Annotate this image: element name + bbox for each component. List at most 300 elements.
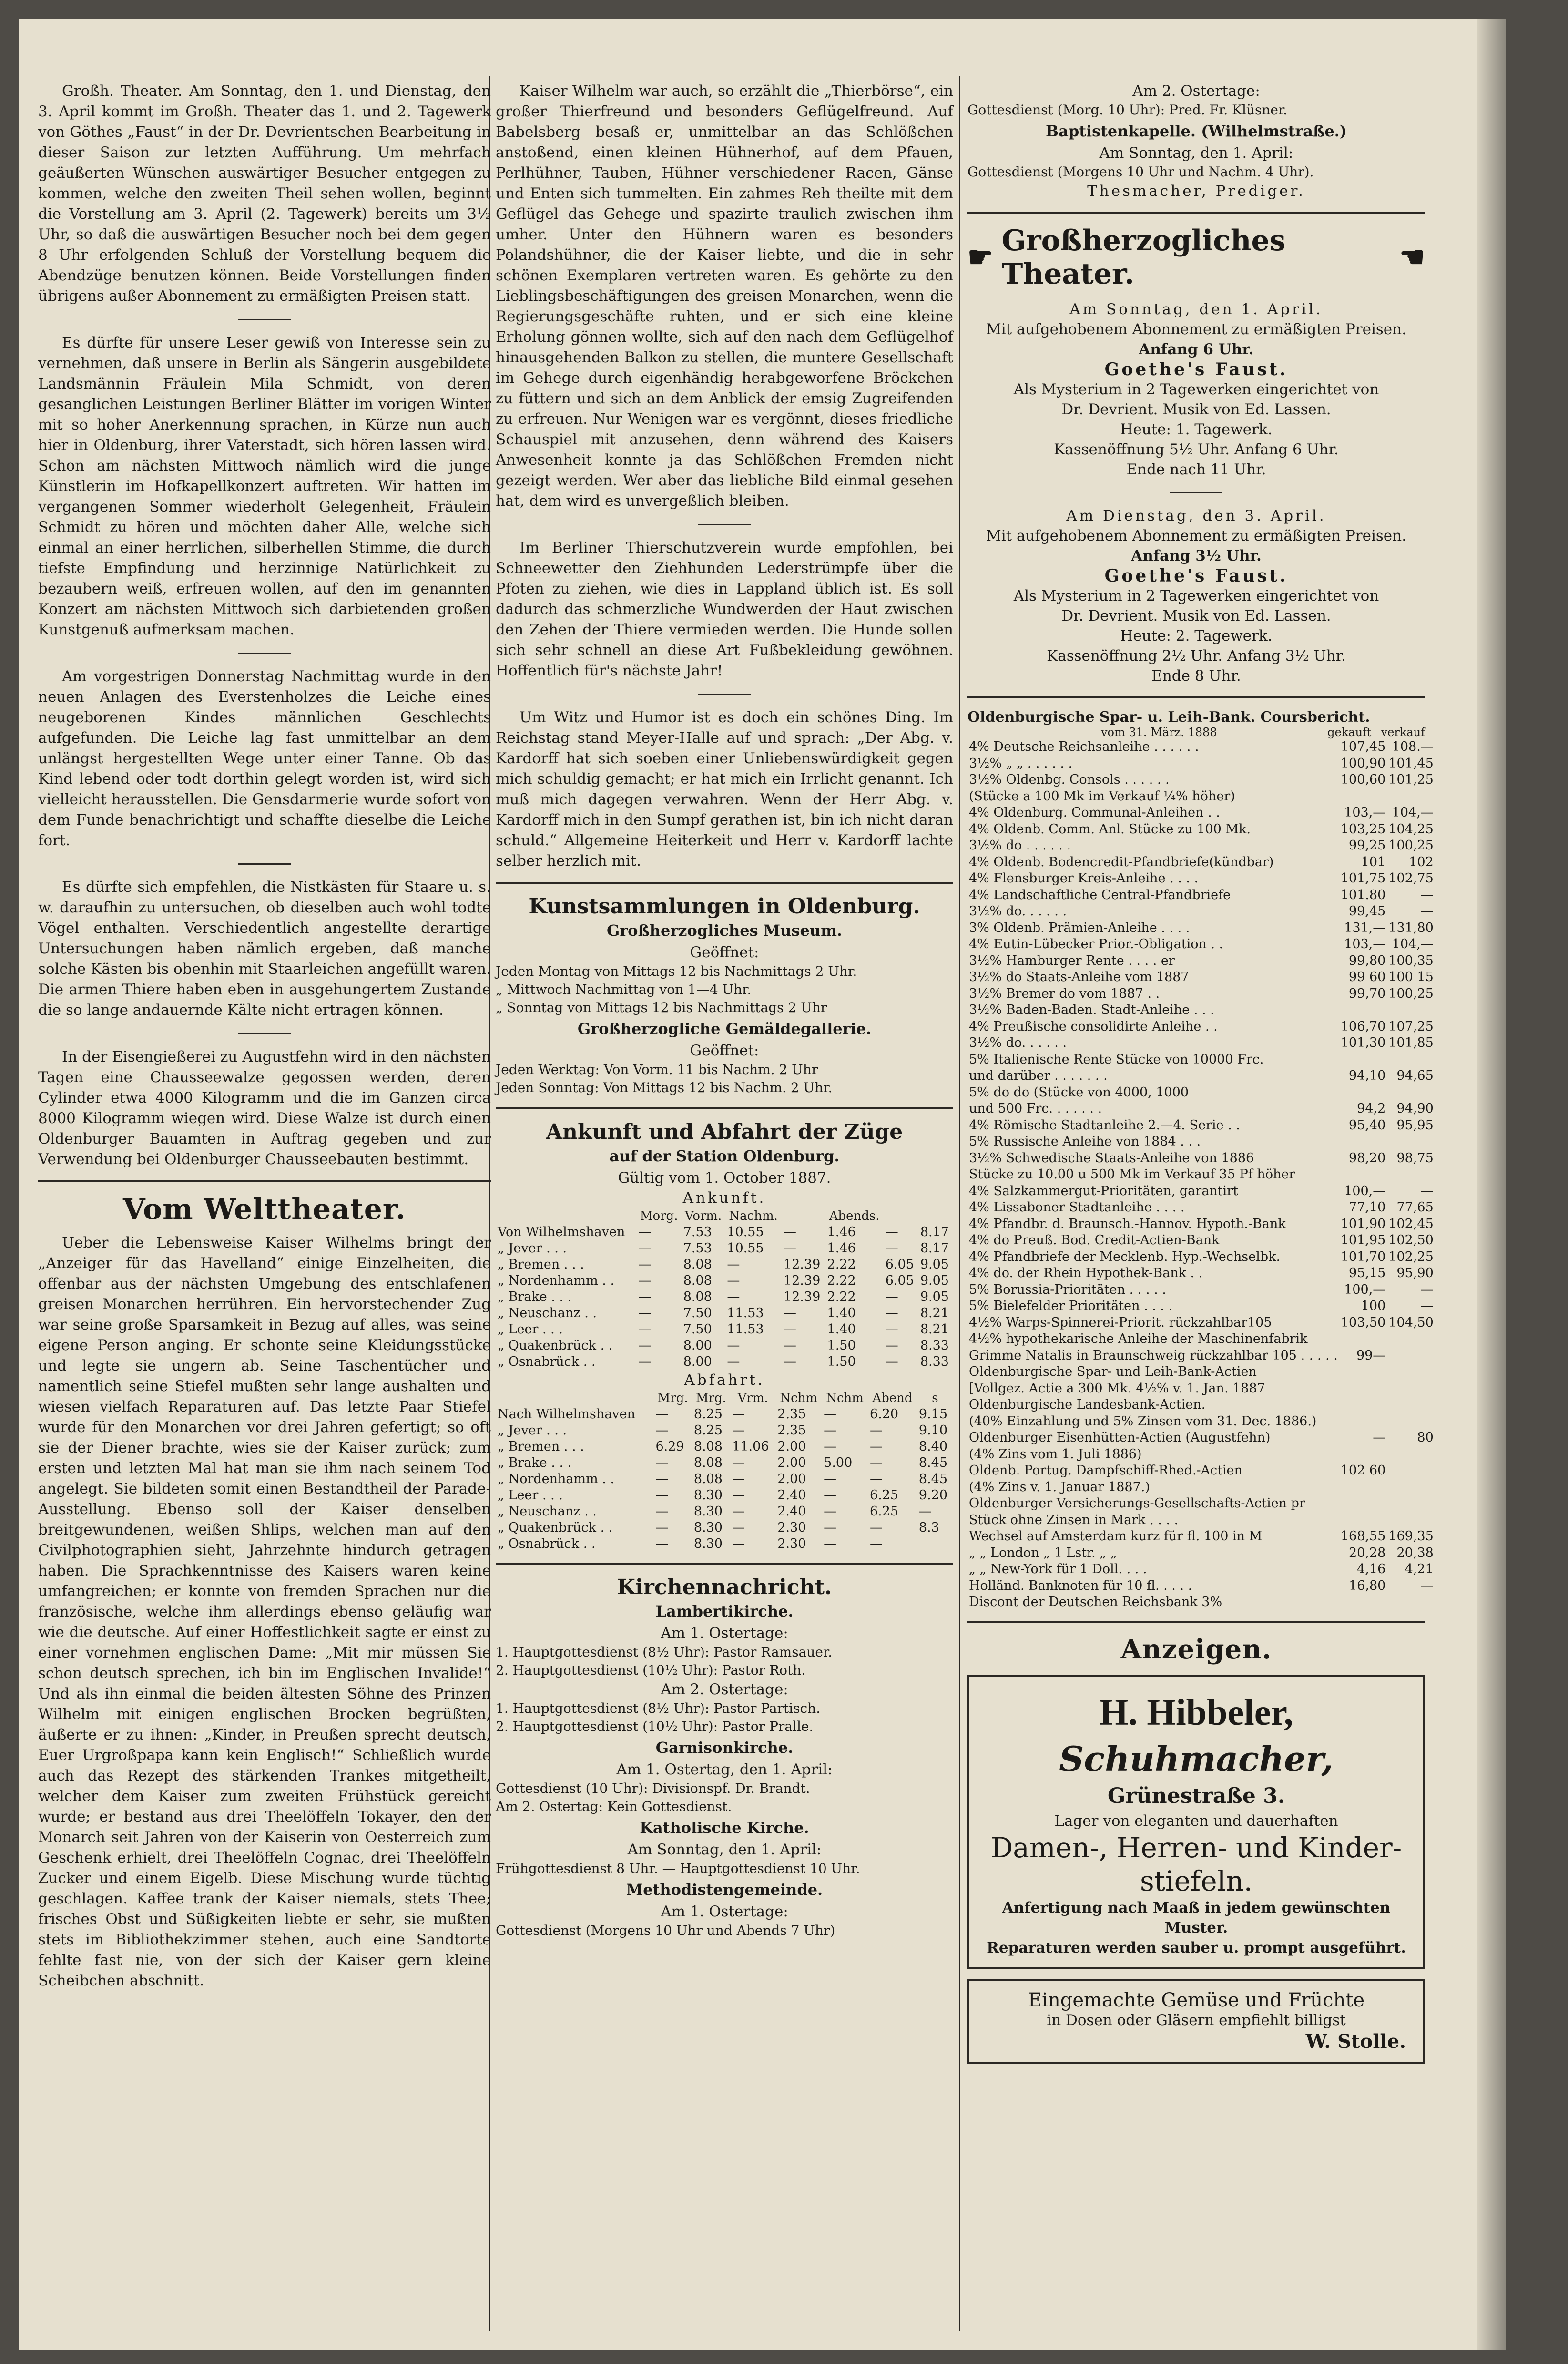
arrival-row	[496, 1224, 953, 1240]
table-cell: 2.22	[827, 1289, 856, 1304]
departure-row	[496, 1504, 953, 1520]
rate-row	[967, 1578, 1435, 1595]
table-cell: 11.53	[727, 1306, 764, 1320]
table-cell: —	[727, 1257, 740, 1272]
rate-row	[967, 870, 1435, 887]
table-cell: —	[732, 1520, 745, 1535]
table-cell	[1387, 1495, 1435, 1512]
table-cell: 10.55	[727, 1241, 764, 1256]
table-cell: —	[638, 1257, 652, 1272]
rate-row	[967, 788, 1435, 805]
table-cell: 99 60	[1349, 970, 1386, 984]
separator	[238, 653, 291, 654]
table-cell: —	[727, 1354, 740, 1369]
table-cell: „ Leer . . .	[498, 1322, 563, 1337]
table-cell: —	[885, 1354, 898, 1369]
table-cell: —	[732, 1423, 745, 1438]
table-cell	[1339, 1594, 1387, 1611]
gallery-hours-2: Jeden Sonntag: Von Mittags 12 bis Nachm. 2 Uhr.	[496, 1080, 833, 1095]
table-cell: 5% Italienische Rente Stücke von 10000 Frc.	[969, 1052, 1264, 1067]
table-cell: 8.33	[920, 1354, 949, 1369]
bank-subheader	[967, 726, 1425, 739]
table-cell: —	[638, 1354, 652, 1369]
table-cell: —	[732, 1504, 745, 1519]
table-cell: 94,90	[1396, 1101, 1434, 1116]
table-cell: 101,90	[1340, 1216, 1386, 1231]
table-cell	[1387, 1512, 1435, 1529]
table-cell: „ Bremen . . .	[498, 1257, 584, 1272]
table-cell: „ Quakenbrück . .	[498, 1338, 613, 1353]
table-cell: 9.05	[920, 1289, 949, 1304]
theater-line: Heute: 1. Tagewerk.	[1120, 421, 1273, 438]
table-cell: „ Quakenbrück . .	[498, 1520, 613, 1535]
table-cell	[1339, 1495, 1387, 1512]
table-cell: 2.22	[827, 1273, 856, 1288]
rate-row	[967, 1232, 1435, 1249]
table-cell: 4% Oldenb. Bodencredit-Pfandbriefe(kündbar)	[969, 854, 1274, 870]
table-cell: 7.53	[683, 1225, 712, 1239]
church-line: Am 2. Ostertage:	[1132, 82, 1260, 100]
table-cell	[1339, 1085, 1387, 1101]
church-line: Am 2. Ostertage:	[661, 1681, 788, 1698]
table-cell	[1387, 1479, 1435, 1496]
kunstsammlungen-title: Kunstsammlungen in Oldenburg.	[529, 894, 920, 919]
separator	[238, 319, 291, 320]
rate-row	[967, 1052, 1435, 1068]
rate-row	[967, 1183, 1435, 1200]
rate-row	[967, 1512, 1435, 1529]
table-cell	[1339, 1002, 1387, 1019]
table-cell: —	[655, 1407, 669, 1422]
table-cell: 168,55	[1340, 1529, 1386, 1544]
table-header	[496, 1390, 953, 1406]
table-cell: 2.00	[777, 1455, 806, 1470]
newspaper-page	[19, 19, 1506, 2350]
table-cell: „ Brake . . .	[498, 1289, 572, 1304]
table-cell: 8.25	[693, 1423, 723, 1438]
ad-signature: W. Stolle.	[1305, 2030, 1406, 2053]
table-cell: 104,50	[1388, 1315, 1434, 1330]
table-cell: 8.08	[693, 1439, 723, 1454]
table-cell: —	[783, 1338, 796, 1353]
section-rule	[967, 696, 1425, 698]
table-cell: —	[824, 1504, 837, 1519]
table-cell: 8.08	[693, 1455, 723, 1470]
table-cell: „ „ New-York für 1 Doll. . . .	[969, 1562, 1147, 1576]
table-cell: und 500 Frc. . . . . . .	[969, 1101, 1102, 1116]
table-cell: —	[824, 1520, 837, 1535]
table-cell: 102,50	[1388, 1233, 1434, 1248]
table-cell: —	[638, 1241, 652, 1256]
table-cell	[1339, 1512, 1387, 1529]
table-cell: 4% Deutsche Reichsanleihe . . . . . .	[969, 739, 1199, 754]
table-cell: —	[918, 1504, 932, 1519]
church-line: Am Sonntag, den 1. April:	[627, 1841, 822, 1858]
rate-row	[967, 1331, 1435, 1348]
table-cell: 8.25	[693, 1407, 723, 1422]
rate-row	[967, 1019, 1435, 1035]
table-cell: 99—	[1356, 1348, 1386, 1363]
table-cell: 9.10	[918, 1423, 947, 1438]
header-cell: Mrg.	[657, 1391, 688, 1405]
theater-line: Kassenöffnung 5½ Uhr. Anfang 6 Uhr.	[1054, 441, 1339, 458]
trains-title: Ankunft und Abfahrt der Züge	[546, 1120, 903, 1144]
table-cell: 8.45	[918, 1455, 947, 1470]
rate-row	[967, 1035, 1435, 1052]
departure-row	[496, 1455, 953, 1471]
table-cell: 8.17	[920, 1225, 949, 1239]
theater-line: Anfang 6 Uhr.	[1139, 341, 1254, 358]
table-cell: 107,45	[1340, 739, 1386, 754]
bank-col-buy: gekauft	[1327, 726, 1372, 739]
section-rule	[496, 1563, 953, 1565]
rate-row	[967, 1381, 1435, 1397]
table-cell: 94,2	[1357, 1101, 1386, 1116]
table-cell: —	[869, 1439, 883, 1454]
table-cell: 1.46	[827, 1225, 856, 1239]
table-cell: 3½% Bremer do vom 1887 . .	[969, 986, 1160, 1001]
rate-row	[967, 1545, 1435, 1562]
arrival-row	[496, 1240, 953, 1257]
table-cell	[1387, 1331, 1435, 1348]
rate-row	[967, 756, 1435, 772]
rate-row	[967, 1085, 1435, 1101]
table-cell	[1387, 1413, 1435, 1430]
table-cell	[1387, 1364, 1435, 1381]
table-cell: —	[869, 1536, 883, 1551]
table-cell: 169,35	[1388, 1529, 1434, 1544]
table-cell: 101.80	[1340, 887, 1386, 902]
baptist-title: Baptistenkapelle. (Wilhelmstraße.)	[1046, 122, 1347, 140]
rate-row	[967, 1002, 1435, 1019]
table-cell: 4% Flensburger Kreis-Anleihe . . . .	[969, 871, 1199, 886]
table-cell	[1387, 1085, 1435, 1101]
table-cell: —	[885, 1306, 898, 1320]
rate-row	[967, 772, 1435, 788]
table-cell: 4% Oldenb. Comm. Anl. Stücke zu 100 Mk.	[969, 821, 1251, 837]
table-cell: Discont der Deutschen Reichsbank 3%	[969, 1595, 1222, 1609]
table-cell: —	[638, 1289, 652, 1304]
table-cell: —	[638, 1338, 652, 1353]
table-cell: „ Leer . . .	[498, 1488, 563, 1503]
table-cell: 101,30	[1340, 1035, 1386, 1050]
table-cell: —	[655, 1488, 669, 1503]
church-line: 1. Hauptgottesdienst (8½ Uhr): Pastor Partisch.	[496, 1700, 821, 1716]
ad-line-large: Damen-, Herren- und Kinder-	[990, 1831, 1402, 1864]
header-cell: Abend	[872, 1391, 913, 1405]
table-cell: 5% do do (Stücke von 4000, 1000	[969, 1085, 1189, 1100]
table-cell: 102,45	[1388, 1216, 1434, 1231]
table-cell: —	[824, 1423, 837, 1438]
separator	[238, 1033, 291, 1034]
table-cell: 77,65	[1396, 1200, 1434, 1215]
arrival-label: Ankunft.	[682, 1189, 766, 1207]
table-cell: Oldenburgische Landesbank-Actien.	[969, 1397, 1206, 1412]
rate-row	[967, 986, 1435, 1003]
table-cell: —	[638, 1322, 652, 1337]
table-cell: 95,95	[1396, 1117, 1434, 1133]
table-cell	[1339, 1446, 1387, 1463]
table-cell: 3½% „ „ . . . . . .	[969, 756, 1073, 771]
table-cell: 94,10	[1349, 1068, 1386, 1083]
table-cell: —	[1420, 1183, 1434, 1198]
table-cell: 4% Römische Stadtanleihe 2.—4. Serie . .	[969, 1117, 1240, 1133]
column-rule-2	[959, 76, 960, 2331]
table-cell	[1387, 1052, 1435, 1068]
museum-hours-2: „ Mittwoch Nachmittag von 1—4 Uhr.	[496, 982, 752, 997]
table-cell: 4% Preußische consolidirte Anleihe . .	[969, 1019, 1218, 1034]
table-cell: —	[727, 1273, 740, 1288]
table-cell	[1387, 788, 1435, 805]
rate-row	[967, 1495, 1435, 1512]
arrival-row	[496, 1289, 953, 1305]
article-leiche: Am vorgestrigen Donnerstag Nachmittag wurde in den neuen Anlagen des Everstenholzes die Leiche eines neugeborenen Kindes männlichen Geschlechts aufgefunden. Die Leiche lag fast unmittelbar an dem unlängst hergestellten Wege unter einer Tanne. Ob das Kind lebend oder todt dorthin gelegt worden ist, wird sich vielleicht herausstellen. Die Gensdarmerie wurde sofort von dem Funde benachrichtigt und schaffte dieselbe die Leiche fort.	[38, 668, 491, 849]
ad-line-large: stiefeln.	[1140, 1864, 1253, 1897]
theater-line: Als Mysterium in 2 Tagewerken eingerichtet von	[1013, 381, 1379, 398]
table-cell: 2.00	[777, 1439, 806, 1454]
table-cell: —	[732, 1407, 745, 1422]
table-cell: 12.39	[783, 1273, 821, 1288]
table-cell: 5.00	[824, 1455, 853, 1470]
rate-row	[967, 1216, 1435, 1233]
table-cell: 80	[1417, 1430, 1434, 1445]
theater-heading	[967, 224, 1425, 291]
table-cell: —	[732, 1488, 745, 1503]
table-cell: —	[1420, 1578, 1434, 1593]
article-kaiser-tierfreund: Kaiser Wilhelm war auch, so erzählt die „Thierbörse“, ein großer Thierfreund und besonders Geflügelfreund. Auf Babelsberg besaß er, unmittelbar an das Schlößchen anstoßend, einen kleinen Hühnerhof, auf dem Pfauen, Perlhühner, Tauben, Hühner verschiedener Racen, Gänse und Enten sich tummelten. Ein zahmes Reh theilte mit dem Geflügel das Gehege und spazirte traulich zwischen ihm umher. Unter den Hühnern waren es besonders Polandshühner, die der Kaiser liebte, und die in sehr schönen Exemplaren vertreten waren. Es gehörte zu den Lieblingsbeschäftigungen des greisen Monarchen, wenn die Regierungsgeschäfte ruhten, und er sich eine kleine Erholung gönnen wollte, sich auf den nach dem Geflügelhof hinausgehenden Balkon zu stellen, die muntere Gesellschaft im Gehege durch eigenhändig herabgeworfene Bröckchen zu füttern und sich an dem Anblick der emsig Zugreifenden zu erfreuen. Nur Wenigen war es vergönnt, dieses friedliche Schauspiel mit anzusehen, denn während des Kaisers Anwesenheit konnte ja das Schlößchen Fremden nicht gezeigt werden. Wer aber das liebliche Bild einmal gesehen hat, dem wird es unvergeßlich bleiben.	[496, 82, 953, 510]
table-cell: 4% Salzkammergut-Prioritäten, garantirt	[969, 1183, 1238, 1198]
table-cell: —	[655, 1536, 669, 1551]
table-cell: 9.05	[920, 1273, 949, 1288]
rate-row	[967, 1282, 1435, 1299]
arrival-table	[496, 1208, 953, 1370]
church-line: Gottesdienst (10 Uhr): Divisionspf. Dr. Brandt.	[496, 1781, 810, 1796]
table-cell: 8.00	[683, 1354, 712, 1369]
table-cell: „ Jever . . .	[498, 1241, 567, 1256]
table-cell: 103,—	[1344, 937, 1386, 952]
rate-row	[967, 1348, 1435, 1364]
church-line: 1. Hauptgottesdienst (8½ Uhr): Pastor Ramsauer.	[496, 1644, 833, 1660]
rate-row	[967, 1265, 1435, 1282]
table-cell	[1339, 788, 1387, 805]
rate-row	[967, 1446, 1435, 1463]
table-cell: 100,60	[1340, 772, 1386, 787]
table-cell: 100 15	[1388, 970, 1434, 984]
table-cell: 101,25	[1388, 772, 1434, 787]
table-cell: 101,45	[1388, 756, 1434, 771]
table-cell: 20,38	[1396, 1545, 1434, 1560]
table-cell: 1.46	[827, 1241, 856, 1256]
table-cell: und darüber . . . . . . .	[969, 1068, 1108, 1083]
table-cell: (40% Einzahlung und 5% Zinsen vom 31. Dec. 1886.)	[969, 1413, 1317, 1429]
table-cell: —	[869, 1455, 883, 1470]
table-header	[496, 1208, 953, 1224]
table-cell: 8.17	[920, 1241, 949, 1256]
table-cell: Oldenburger Eisenhütten-Actien (Augustfehn)	[969, 1430, 1271, 1445]
arrival-row	[496, 1338, 953, 1354]
table-cell: 3½% do. . . . . .	[969, 1035, 1067, 1050]
ad-line: Eingemachte Gemüse und Früchte	[1028, 1989, 1365, 2011]
table-cell: 101,70	[1340, 1249, 1386, 1264]
table-cell: 8.21	[920, 1306, 949, 1320]
bank-col-sell: verkauf	[1381, 726, 1425, 739]
table-cell: 4% Pfandbriefe der Mecklenb. Hyp.-Wechselbk.	[969, 1249, 1281, 1264]
table-cell: (4% Zins v. 1. Januar 1887.)	[969, 1479, 1150, 1494]
gallery-hours-1: Jeden Werktag: Von Vorm. 11 bis Nachm. 2 Uhr	[496, 1062, 818, 1077]
museum-hours-1: Jeden Montag von Mittags 12 bis Nachmittags 2 Uhr.	[496, 963, 857, 979]
ad-name: H. Hibbeler,	[1099, 1691, 1293, 1733]
table-cell	[1387, 1348, 1435, 1364]
rate-row	[967, 1315, 1435, 1331]
departure-row	[496, 1471, 953, 1487]
theater-line: Am Sonntag, den 1. April.	[1069, 301, 1323, 318]
article-theater: Großh. Theater. Am Sonntag, den 1. und Dienstag, den 3. April kommt im Großh. Theater das 1. und 2. Tagewerk von Göthes „Faust“ in der Dr. Devrientschen Bearbeitung in dieser Saison zur letzten Aufführung. Um mehrfach geäußerten Wünschen auswärtiger Besucher entgegen zu kommen, welche den zweiten Theil sehen wollen, beginnt die Vorstellung am 3. April (2. Tagewerk) bereits um 3½ Uhr, so daß die auswärtigen Besucher noch bei dem gegen 8 Uhr erfolgenden Schluß der Vorstellung bequem die Abendzüge benutzen können. Beide Vorstellungen finden übrigens außer Abonnement zu ermäßigten Preisen statt.	[38, 82, 491, 305]
table-cell: 102 60	[1340, 1463, 1386, 1478]
table-cell	[1339, 1397, 1387, 1413]
table-cell: 4% Landschaftliche Central-Pfandbriefe	[969, 887, 1231, 902]
pointing-hand-icon: ☚	[1399, 241, 1425, 274]
column-middle	[496, 81, 953, 1940]
table-cell: 99,70	[1349, 986, 1386, 1001]
table-cell: Nach Wilhelmshaven	[498, 1407, 635, 1422]
table-cell: 8.30	[693, 1536, 723, 1551]
table-cell: Holländ. Banknoten für 10 fl. . . . .	[969, 1578, 1192, 1593]
table-cell: —	[783, 1241, 796, 1256]
ads-heading: Anzeigen.	[1120, 1633, 1272, 1665]
ad-line: Anfertigung nach Maaß in jedem gewünschten Muster.	[1002, 1899, 1391, 1936]
table-cell: —	[885, 1289, 898, 1304]
church-line: Am 1. Ostertage:	[661, 1625, 788, 1642]
rate-row	[967, 1479, 1435, 1496]
rate-row	[967, 1249, 1435, 1266]
lamberti-title: Lambertikirche.	[655, 1602, 794, 1620]
table-cell: „ Nordenhamm . .	[498, 1472, 615, 1486]
table-cell	[1387, 1594, 1435, 1611]
ad-stolle	[967, 1979, 1425, 2064]
table-cell: 100,90	[1340, 756, 1386, 771]
garnison-title: Garnisonkirche.	[655, 1739, 794, 1757]
table-cell: 107,25	[1388, 1019, 1434, 1034]
theater-line: Ende nach 11 Uhr.	[1126, 461, 1266, 478]
table-cell: —	[885, 1225, 898, 1239]
table-cell: 99,25	[1349, 838, 1386, 853]
table-cell	[1339, 1413, 1387, 1430]
table-cell: 99,80	[1349, 953, 1386, 968]
table-cell: 12.39	[783, 1289, 821, 1304]
table-cell: 9.05	[920, 1257, 949, 1272]
article-chausseewalze: In der Eisengießerei zu Augustfehn wird in den nächsten Tagen eine Chausseewalze gegossen werden, deren Cylinder etwa 4000 Kilogramm und die im Ganzen circa 8000 Kilogramm wiegen wird. Diese Walze ist durch einen Oldenburger Bauamten in Auftrag gegeben und zur Verwendung bei Oldenburger Chausseebauten bestimmt.	[38, 1048, 491, 1168]
article-lederstruempfe: Im Berliner Thierschutzverein wurde empfohlen, bei Schneewetter den Ziehhunden Lederstrümpfe über die Pfoten zu ziehen, wie dies in Lappland üblich ist. Es soll dadurch das schmerzliche Wundwerden der Haut zwischen den Zehen der Thiere vermieden werden. Die Hunde sollen sich sehr schnell an diese Art Fußbekleidung gewöhnen. Hoffentlich für's nächste Jahr!	[496, 539, 953, 679]
table-cell: 2.22	[827, 1257, 856, 1272]
rate-row	[967, 1298, 1435, 1315]
table-cell: „ Bremen . . .	[498, 1439, 584, 1454]
rate-row	[967, 838, 1435, 854]
column-right	[967, 81, 1434, 2064]
section-heading-welttheater: Vom Welttheater.	[123, 1193, 406, 1226]
church-line: Gottesdienst (Morgens 10 Uhr und Abends 7 Uhr)	[496, 1923, 835, 1938]
table-cell: 1.50	[827, 1338, 856, 1353]
rate-row	[967, 920, 1435, 937]
table-cell	[1339, 1364, 1387, 1381]
theater-line: Mit aufgehobenem Abonnement zu ermäßigten Preisen.	[986, 321, 1406, 338]
table-cell: —	[869, 1423, 883, 1438]
table-cell: —	[655, 1455, 669, 1470]
table-cell: 7.53	[683, 1241, 712, 1256]
theater-line: Am Dienstag, den 3. April.	[1066, 507, 1326, 524]
rate-row	[967, 969, 1435, 986]
rate-row	[967, 903, 1435, 920]
article-kaiser-wilhelm-lebensweise: Ueber die Lebensweise Kaiser Wilhelms bringt der „Anzeiger für das Havelland“ einige Einzelheiten, die offenbar aus der nächsten Umgebung des entschlafenen greisen Monarchen herrühren. Ein hervorstechender Zug war seine große Sparsamkeit in Bezug auf alles, was seine eigene Person anging. Er schonte seine Kleidungsstücke und legte sie ungern ab. Seine Taschentücher und namentlich seine Stiefel mußten sehr lange aushalten und wiesen vielfach Reparaturen auf. Das letzte Paar Stiefel wurde für den Monarchen vor drei Jahren gefertigt; so oft sie der Diener brachte, wies sie der Kaiser zurück; zum ersten und letzten Mal hat man sie ihm nach seinem Tod angelegt. Sie bildeten somit einen Bestandtheil der Parade-Ausstellung. Ebenso soll der Kaiser denselben breitgewundenen, weißen Shlips, welchen man auf den Civilphotographien sieht, Jahrzehnte hindurch getragen haben. Die Sprachkenntnisse des Kaisers waren keine umfangreichen; er konnte von fremden Sprachen nur die französische, welche ihm allerdings ebenso geläufig war wie die deutsche. Auf einer Hoffestlichkeit sagte er einst zu einer vornehmen englischen Dame: „Mit mir müssen Sie schon deutsch sprechen, ich bin im Englischen Invalide!“ Und als ihn einmal die beiden ältesten Söhne des Prinzen Wilhelm mit einigen englischen Brocken begrüßten, äußerte er zu ihnen: „Kinder, in Preußen sprecht deutsch, Euer Urgroßpapa kann kein Englisch!“ Schließlich wurde auch das Rezept des stärkenden Trankes mitgetheilt, welcher dem Kaiser zum zweiten Frühstück gereicht wurde; er bestand aus drei Theelöffeln Tokayer, den der Monarch seit Jahren von der Kaiserin von Oesterreich zum Geschenk erhielt, drei Theelöffeln Cognac, drei Theelöffeln Zucker und einem Eigelb. Diese Mischung wurde tüchtig geschlagen. Kaffee trank der Kaiser niemals, stets Thee; frisches Obst und Süßigkeiten liebte er sehr, sie mußten stets im Bibliothekzimmer stehen, auch eine Sandtorte fehlte fast nie, von der sich der Kaiser gern kleine Scheibchen abschnitt.	[38, 1234, 491, 1989]
departure-row	[496, 1536, 953, 1552]
table-cell	[1387, 1167, 1435, 1183]
table-cell	[1387, 1381, 1435, 1397]
table-cell: —	[655, 1520, 669, 1535]
gallery-title: Großherzogliche Gemäldegallerie.	[577, 1020, 872, 1038]
table-cell: 4% Pfandbr. d. Braunsch.-Hannov. Hypoth.-Bank	[969, 1216, 1286, 1231]
header-cell: Vrm.	[737, 1391, 768, 1405]
table-cell	[917, 1536, 953, 1552]
header-cell: Vorm.	[684, 1209, 722, 1223]
church-line: Am 1. Ostertag, den 1. April:	[616, 1761, 833, 1778]
section-rule	[496, 882, 953, 884]
table-cell: 100,—	[1344, 1183, 1386, 1198]
pointing-hand-icon: ☛	[967, 241, 993, 274]
rate-row	[967, 936, 1435, 953]
table-cell: 4,21	[1405, 1562, 1434, 1576]
table-cell: 11.53	[727, 1322, 764, 1337]
departure-row	[496, 1520, 953, 1536]
article-witz-humor: Um Witz und Humor ist es doch ein schönes Ding. Im Reichstag stand Meyer-Halle auf und sprach: „Der Abg. v. Kardorff hat sich soeben einer Unliebenswürdigkeit gegen mich schuldig gemacht; er hat mich ein Irrlicht genannt. Ich muß mich dagegen verwahren. Wenn der Herr Abg. v. Kardorff mich in den Sumpf gerathen ist, bin ich nicht daran schuld.“ Allgemeine Heiterkeit und Herr v. Kardorff lachte selber herzlich mit.	[496, 709, 953, 870]
theater-line: Kassenöffnung 2½ Uhr. Anfang 3½ Uhr.	[1047, 647, 1346, 665]
table-cell	[1339, 1134, 1387, 1150]
table-cell: 131,—	[1344, 920, 1386, 935]
table-cell: 9.15	[918, 1407, 947, 1422]
church-line: Frühgottesdienst 8 Uhr. — Hauptgottesdienst 10 Uhr.	[496, 1861, 860, 1876]
museum-open-label: Geöffnet:	[690, 944, 759, 961]
table-cell: 2.30	[777, 1536, 806, 1551]
table-cell: Von Wilhelmshaven	[498, 1225, 625, 1239]
table-cell: 103,25	[1340, 821, 1386, 837]
table-cell: 3½% Oldenbg. Consols . . . . . .	[969, 772, 1170, 787]
rate-row	[967, 1068, 1435, 1085]
table-cell	[1387, 1397, 1435, 1413]
table-cell: „ Neuschanz . .	[498, 1306, 597, 1320]
table-cell: 5% Bielefelder Prioritäten . . . .	[969, 1299, 1173, 1313]
table-cell: 1.50	[827, 1354, 856, 1369]
section-rule	[38, 1180, 491, 1182]
theater-line: Ende 8 Uhr.	[1151, 667, 1241, 685]
table-cell: Oldenb. Portug. Dampfschiff-Rhed.-Actien	[969, 1463, 1242, 1478]
table-cell: 8.30	[693, 1504, 723, 1519]
table-cell: 8.08	[683, 1257, 712, 1272]
church-news-title: Kirchennachricht.	[617, 1575, 832, 1599]
table-cell: „ Jever . . .	[498, 1423, 567, 1438]
table-cell: —	[638, 1273, 652, 1288]
theater-title: Großherzogliches Theater.	[1001, 224, 1286, 291]
table-cell: 95,15	[1349, 1266, 1386, 1280]
table-cell: 6.25	[869, 1488, 899, 1503]
table-cell: 16,80	[1349, 1578, 1386, 1593]
table-cell: —	[885, 1322, 898, 1337]
table-cell: 6.05	[885, 1257, 914, 1272]
table-cell: —	[727, 1289, 740, 1304]
rate-row	[967, 1364, 1435, 1381]
table-cell: 3½% Schwedische Staats-Anleihe von 1886	[969, 1150, 1254, 1166]
table-cell: 100,25	[1388, 838, 1434, 853]
rate-row	[967, 1167, 1435, 1183]
table-cell: 11.06	[732, 1439, 769, 1454]
table-cell: 6.20	[869, 1407, 899, 1422]
